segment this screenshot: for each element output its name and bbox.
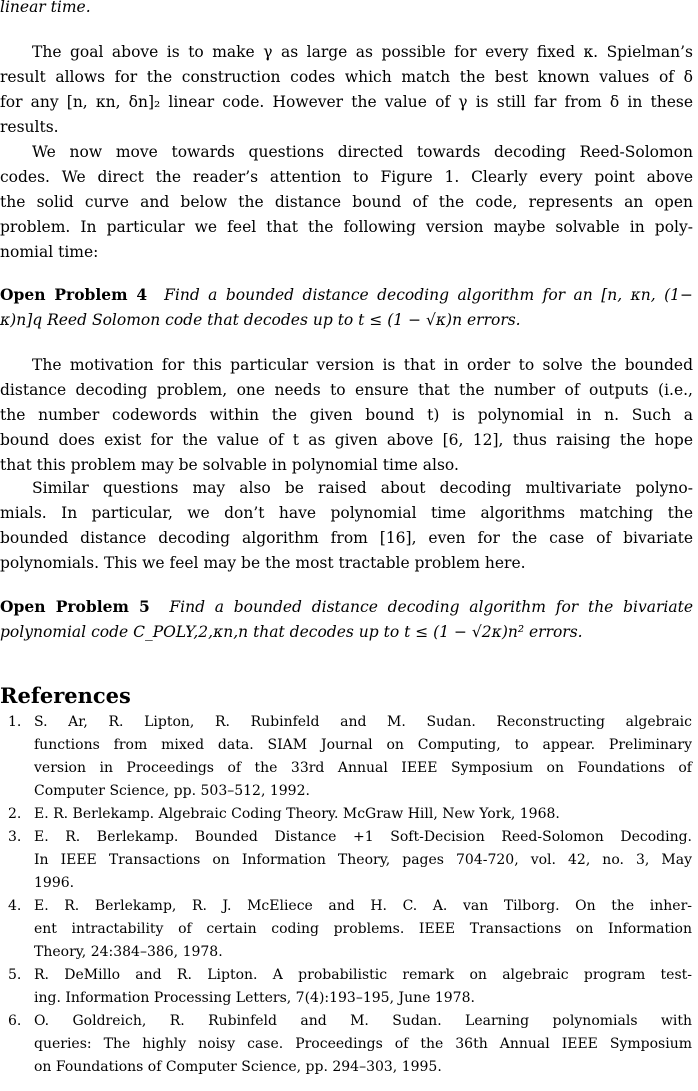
text-line: codes. We direct the reader’s attention to Figure 1. Clearly every point above bbox=[0, 168, 693, 186]
reference-number: 6. bbox=[8, 1013, 22, 1029]
open-problem-text: Find a bounded distance decoding algorithm for an [n, κn, (1− bbox=[164, 286, 693, 304]
reference-line: 1996. bbox=[34, 875, 75, 891]
reference-line: S. Ar, R. Lipton, R. Rubinfeld and M. Sudan. Reconstructing algebraic bbox=[34, 714, 692, 730]
text-line: results. bbox=[0, 118, 59, 136]
reference-line: queries: The highly noisy case. Proceedings of the 36th Annual IEEE Symposium bbox=[34, 1036, 692, 1052]
open-problem-line bbox=[0, 285, 693, 305]
reference-number: 4. bbox=[8, 898, 22, 914]
text-line: bounded distance decoding algorithm from [16], even for the case of bivariate bbox=[0, 529, 693, 547]
open-problem-line: κ)n]q Reed Solomon code that decodes up to t ≤ (1 − √κ)n errors. bbox=[0, 311, 521, 329]
text-line: distance decoding problem, one needs to ensure that the number of outputs (i.e., bbox=[0, 381, 693, 399]
open-problem-text: Find a bounded distance decoding algorithm for the bivariate bbox=[169, 598, 693, 616]
text-line: nomial time: bbox=[0, 243, 99, 261]
open-problem-label: Open Problem 4 bbox=[0, 285, 148, 304]
open-problem-line bbox=[0, 597, 693, 617]
text-line: The motivation for this particular version is that in order to solve the bounded bbox=[32, 356, 693, 374]
text-line: polynomials. This we feel may be the most tractable problem here. bbox=[0, 554, 526, 572]
reference-line: E. R. Berlekamp. Bounded Distance +1 Soft-Decision Reed-Solomon Decoding. bbox=[34, 829, 692, 845]
reference-line: E. R. Berlekamp, R. J. McEliece and H. C. A. van Tilborg. On the inher- bbox=[34, 898, 692, 914]
reference-line: O. Goldreich, R. Rubinfeld and M. Sudan. Learning polynomials with bbox=[34, 1013, 692, 1029]
text-line: for any [n, κn, δn]₂ linear code. However the value of γ is still far from δ in these bbox=[0, 93, 693, 111]
reference-line: R. DeMillo and R. Lipton. A probabilistic remark on algebraic program test- bbox=[34, 967, 692, 983]
reference-number: 5. bbox=[8, 967, 22, 983]
reference-number: 3. bbox=[8, 829, 22, 845]
reference-line: functions from mixed data. SIAM Journal on Computing, to appear. Preliminary bbox=[34, 737, 692, 753]
reference-line: on Foundations of Computer Science, pp. 294–303, 1995. bbox=[34, 1059, 442, 1075]
open-problem-label: Open Problem 5 bbox=[0, 597, 150, 616]
reference-number: 2. bbox=[8, 806, 22, 822]
text-line: that this problem may be solvable in polynomial time also. bbox=[0, 456, 459, 474]
reference-line: ent intractability of certain coding problems. IEEE Transactions on Information bbox=[34, 921, 692, 937]
reference-line: ing. Information Processing Letters, 7(4):193–195, June 1978. bbox=[34, 990, 475, 1006]
text-line: bound does exist for the value of t as given above [6, 12], thus raising the hope bbox=[0, 431, 693, 449]
text-line: problem. In particular we feel that the following version maybe solvable in poly- bbox=[0, 218, 693, 236]
open-problem-line: polynomial code C_POLY,2,κn,n that decodes up to t ≤ (1 − √2κ)n² errors. bbox=[0, 623, 583, 641]
reference-line: Theory, 24:384–386, 1978. bbox=[34, 944, 223, 960]
text-line: the solid curve and below the distance bound of the code, represents an open bbox=[0, 193, 693, 211]
references-heading: References bbox=[0, 683, 131, 708]
text-line: Similar questions may also be raised about decoding multivariate polyno- bbox=[32, 479, 693, 497]
top-line: linear time. bbox=[0, 0, 91, 16]
text-line: mials. In particular, we don’t have polynomial time algorithms matching the bbox=[0, 504, 693, 522]
text-line: the number codewords within the given bound t) is polynomial in n. Such a bbox=[0, 406, 693, 424]
reference-line: Computer Science, pp. 503–512, 1992. bbox=[34, 783, 310, 799]
reference-line: In IEEE Transactions on Information Theory, pages 704-720, vol. 42, no. 3, May bbox=[34, 852, 692, 868]
text-line: result allows for the construction codes which match the best known values of δ bbox=[0, 68, 693, 86]
reference-line: E. R. Berlekamp. Algebraic Coding Theory. McGraw Hill, New York, 1968. bbox=[34, 806, 560, 822]
text-line: The goal above is to make γ as large as possible for every fixed κ. Spielman’s bbox=[32, 43, 693, 61]
text-line: We now move towards questions directed towards decoding Reed-Solomon bbox=[32, 143, 693, 161]
reference-number: 1. bbox=[8, 714, 22, 730]
reference-line: version in Proceedings of the 33rd Annual IEEE Symposium on Foundations of bbox=[34, 760, 692, 776]
